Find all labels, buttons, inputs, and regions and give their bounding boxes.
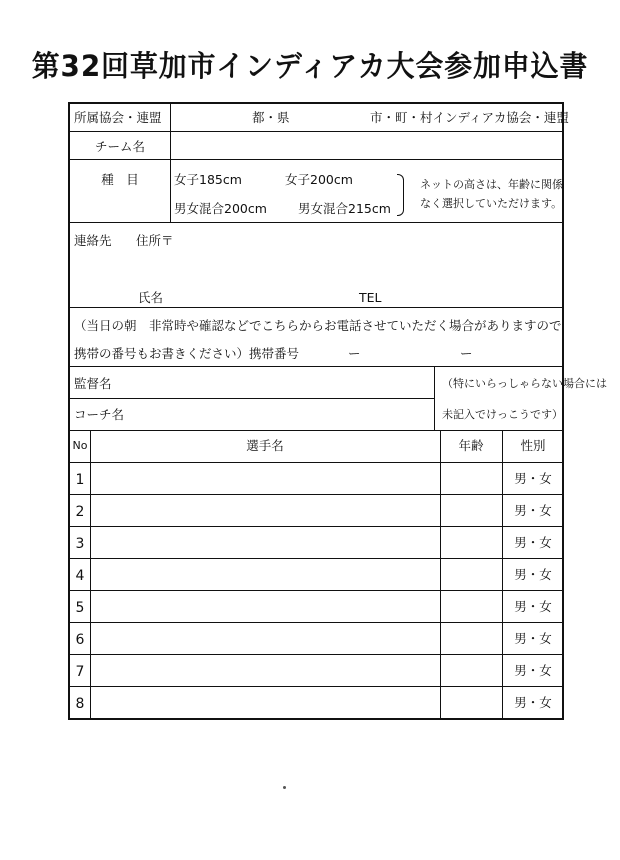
- mobile-note-1: （当日の朝 非常時や確認などでこちらからお電話させていただく場合がありますので: [74, 318, 562, 333]
- table-row: [70, 592, 564, 622]
- contact-name-label: 氏名: [138, 290, 164, 305]
- player-name-field[interactable]: [92, 528, 440, 558]
- net-height-note-1: ネットの高さは、年齢に関係: [420, 178, 563, 191]
- table-row: [70, 624, 564, 654]
- contact-field[interactable]: [70, 224, 564, 307]
- option-women-185[interactable]: 女子185cm: [174, 172, 242, 187]
- coach-label: コーチ名: [74, 407, 125, 422]
- header-gender: 性別: [520, 438, 546, 453]
- manager-name-field[interactable]: [130, 368, 432, 398]
- table-row: [70, 656, 564, 686]
- row-number: 4: [75, 568, 85, 584]
- player-name-field[interactable]: [92, 624, 440, 654]
- table-row: [70, 688, 564, 720]
- row-number: 7: [75, 664, 85, 680]
- gender-choice[interactable]: 男・女: [514, 471, 552, 486]
- brace-mark: [397, 174, 404, 216]
- row-number: 1: [75, 472, 85, 488]
- row-number: 8: [75, 696, 85, 712]
- age-field[interactable]: [442, 592, 502, 622]
- coach-name-field[interactable]: [130, 400, 432, 430]
- option-mixed-200[interactable]: 男女混合200cm: [174, 201, 267, 216]
- team-name-field[interactable]: [172, 133, 564, 159]
- tel-label: TEL: [359, 290, 382, 305]
- contact-label: 連絡先: [74, 233, 112, 248]
- player-name-field[interactable]: [92, 464, 440, 494]
- prefecture-suffix: 都・県: [252, 110, 290, 125]
- staff-note-1: （特にいらっしゃらない場合には: [442, 377, 607, 390]
- header-player-name: 選手名: [246, 438, 284, 453]
- player-name-field[interactable]: [92, 560, 440, 590]
- age-field[interactable]: [442, 464, 502, 494]
- application-form: [68, 102, 607, 720]
- category-label: 種 目: [101, 172, 139, 187]
- header-no: No: [72, 439, 88, 452]
- row-number: 2: [75, 504, 85, 520]
- mobile-note-2: 携帯の番号もお書きください）携帯番号: [74, 346, 300, 361]
- row-number: 5: [75, 600, 85, 616]
- gender-choice[interactable]: 男・女: [514, 535, 552, 550]
- net-height-note-2: なく選択していただけます。: [420, 197, 563, 210]
- gender-choice[interactable]: 男・女: [514, 567, 552, 582]
- table-row: [70, 560, 564, 590]
- age-field[interactable]: [442, 528, 502, 558]
- player-name-field[interactable]: [92, 496, 440, 526]
- row-number: 3: [75, 536, 85, 552]
- gender-choice[interactable]: 男・女: [514, 663, 552, 678]
- age-field[interactable]: [442, 656, 502, 686]
- option-women-200[interactable]: 女子200cm: [285, 172, 353, 187]
- table-row: [70, 496, 564, 526]
- manager-label: 監督名: [74, 376, 112, 391]
- header-age: 年齢: [458, 438, 484, 453]
- affiliation-field[interactable]: [172, 104, 564, 131]
- address-label: 住所〒: [136, 233, 174, 248]
- staff-note-2: 未記入でけっこうです）: [442, 408, 563, 421]
- age-field[interactable]: [442, 624, 502, 654]
- mobile-dash-2: ー: [460, 346, 473, 361]
- player-name-field[interactable]: [92, 592, 440, 622]
- scan-speck: [283, 786, 286, 789]
- gender-choice[interactable]: 男・女: [514, 631, 552, 646]
- mobile-dash-1: ー: [348, 346, 361, 361]
- table-row: [70, 464, 564, 494]
- team-label: チーム名: [94, 139, 145, 154]
- player-name-field[interactable]: [92, 688, 440, 720]
- gender-choice[interactable]: 男・女: [514, 503, 552, 518]
- row-number: 6: [75, 632, 85, 648]
- table-row: [70, 528, 564, 558]
- player-name-field[interactable]: [92, 656, 440, 686]
- form-title: 第32回草加市インディアカ大会参加申込書: [31, 49, 589, 83]
- age-field[interactable]: [442, 688, 502, 720]
- gender-choice[interactable]: 男・女: [514, 599, 552, 614]
- age-field[interactable]: [442, 496, 502, 526]
- option-mixed-215[interactable]: 男女混合215cm: [298, 201, 391, 216]
- age-field[interactable]: [442, 560, 502, 590]
- city-association-suffix: 市・町・村インディアカ協会・連盟: [370, 110, 569, 125]
- affiliation-label: 所属協会・連盟: [74, 110, 162, 125]
- gender-choice[interactable]: 男・女: [514, 695, 552, 710]
